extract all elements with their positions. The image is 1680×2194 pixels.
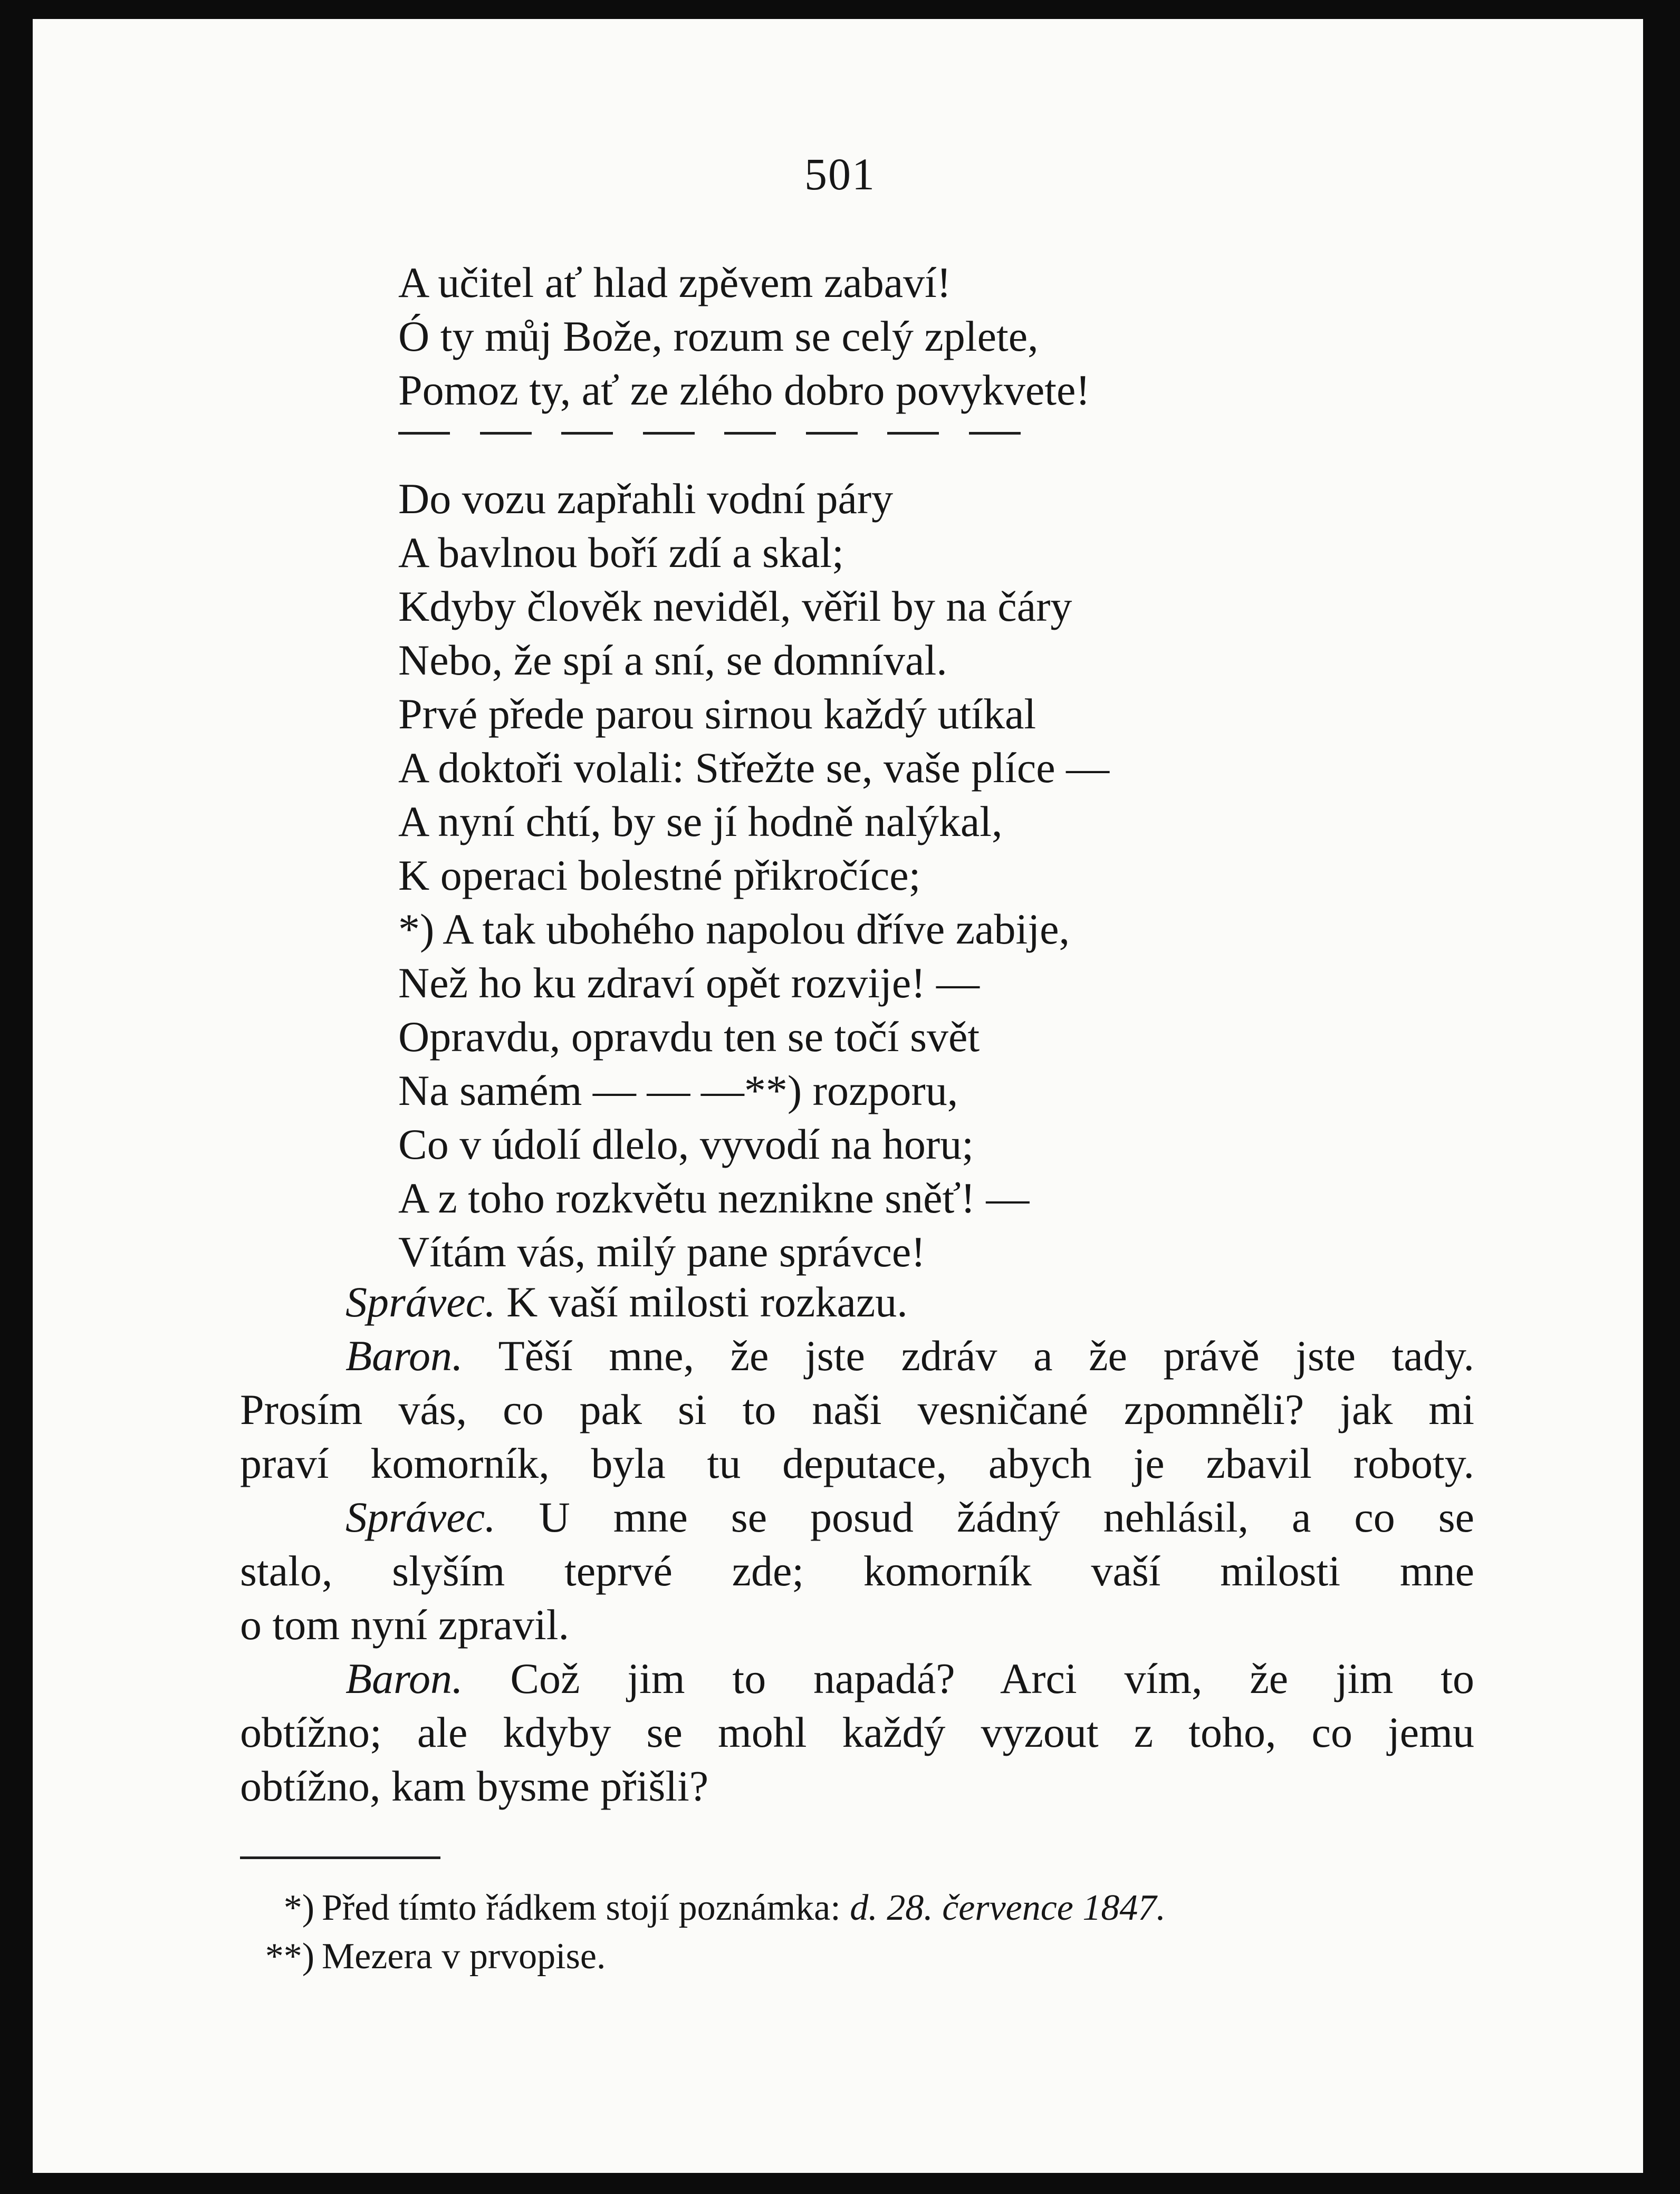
dash-segment <box>724 432 776 435</box>
dialogue-line: obtížno, kam bysme přišli? <box>240 1762 709 1810</box>
dialogue-line-first <box>240 1275 1474 1329</box>
speaker-name: Baron. <box>345 1654 463 1702</box>
speech-text: K vaší milosti rozkazu. <box>506 1278 908 1326</box>
dialogue-line-first <box>240 1329 1474 1383</box>
verse-line: A z toho rozkvětu neznikne sněť! — <box>398 1174 1030 1222</box>
footnote-mark: *) <box>283 1888 314 1928</box>
page-number: 501 <box>804 149 876 199</box>
verse-line: Do vozu zapřahli vodní páry <box>398 475 894 523</box>
scan-border-right <box>1643 0 1680 2194</box>
footnote-date: d. 28. července 1847. <box>850 1888 1166 1928</box>
verse-line: A nyní chtí, by se jí hodně nalýkal, <box>398 797 1003 845</box>
verse-line: A doktoři volali: Střežte se, vaše plíce — <box>398 744 1110 792</box>
dialogue-line: o tom nyní zpravil. <box>240 1601 570 1649</box>
verse-line: Ó ty můj Bože, rozum se celý zplete, <box>398 312 1039 360</box>
dialogue-line: stalo, slyším teprvé zde; komorník vaší milosti mne <box>240 1547 1474 1595</box>
dash-segment <box>806 432 858 435</box>
verse-line: *) A tak ubohého napolou dříve zabije, <box>398 905 1070 953</box>
verse-line: Pomoz ty, ať ze zlého dobro povykvete! <box>398 366 1090 414</box>
dash-segment <box>561 432 613 435</box>
dialogue-line: praví komorník, byla tu deputace, abych je zbavil roboty. <box>240 1439 1474 1487</box>
footnote-rule <box>240 1856 440 1859</box>
speaker-name: Baron. <box>345 1332 463 1380</box>
scan-border-top <box>0 0 1680 19</box>
footnote-mark: **) <box>265 1936 314 1977</box>
verse-line: Nebo, že spí a sní, se domníval. <box>398 636 947 684</box>
dash-segment <box>969 432 1021 435</box>
scan-border-left <box>0 0 33 2194</box>
speaker-name: Správec. <box>345 1493 496 1541</box>
dash-divider <box>398 430 1021 436</box>
dialogue-block <box>240 1275 1474 1813</box>
speech-text: U mne se posud žádný nehlásil, a co se <box>539 1493 1475 1541</box>
dialogue-line: obtížno; ale kdyby se mohl každý vyzout z toho, co jemu <box>240 1708 1474 1756</box>
verse-line: A učitel ať hlad zpěvem zabaví! <box>398 258 952 306</box>
scan-border-bottom <box>0 2173 1680 2194</box>
verse-line: Než ho ku zdraví opět rozvije! — <box>398 959 980 1007</box>
speech-text: Těší mne, že jste zdráv a že právě jste tady. <box>498 1332 1474 1380</box>
verse-line: K operaci bolestné přikročíce; <box>398 851 921 899</box>
verse-line: Vítám vás, milý pane správce! <box>398 1228 926 1276</box>
footnote-text: Před tímto řádkem stojí poznámka: <box>322 1888 841 1928</box>
speaker-name: Správec. <box>345 1278 496 1326</box>
footnote <box>248 1932 1472 1981</box>
dialogue-line-first <box>240 1652 1474 1706</box>
verse-block-main <box>398 472 1109 1279</box>
speech-text: Což jim to napadá? Arci vím, že jim to <box>510 1654 1474 1702</box>
verse-line: Prvé přede parou sirnou každý utíkal <box>398 690 1036 738</box>
footnote <box>248 1884 1472 1932</box>
verse-line: Opravdu, opravdu ten se točí svět <box>398 1013 980 1061</box>
footnotes <box>248 1884 1472 1981</box>
verse-line: Co v údolí dlelo, vyvodí na horu; <box>398 1120 974 1168</box>
verse-line: Kdyby člověk neviděl, věřil by na čáry <box>398 582 1072 630</box>
dash-segment <box>887 432 939 435</box>
dash-segment <box>643 432 695 435</box>
dash-segment <box>398 432 450 435</box>
dialogue-line-first <box>240 1490 1474 1544</box>
dash-segment <box>480 432 532 435</box>
dialogue-line: Prosím vás, co pak si to naši vesničané zpomněli? jak mi <box>240 1385 1474 1433</box>
verse-line: A bavlnou boří zdí a skal; <box>398 528 844 576</box>
footnote-text: Mezera v prvopise. <box>322 1936 606 1977</box>
verse-block-top <box>398 256 1090 417</box>
verse-line: Na samém — — —**) rozporu, <box>398 1066 958 1114</box>
